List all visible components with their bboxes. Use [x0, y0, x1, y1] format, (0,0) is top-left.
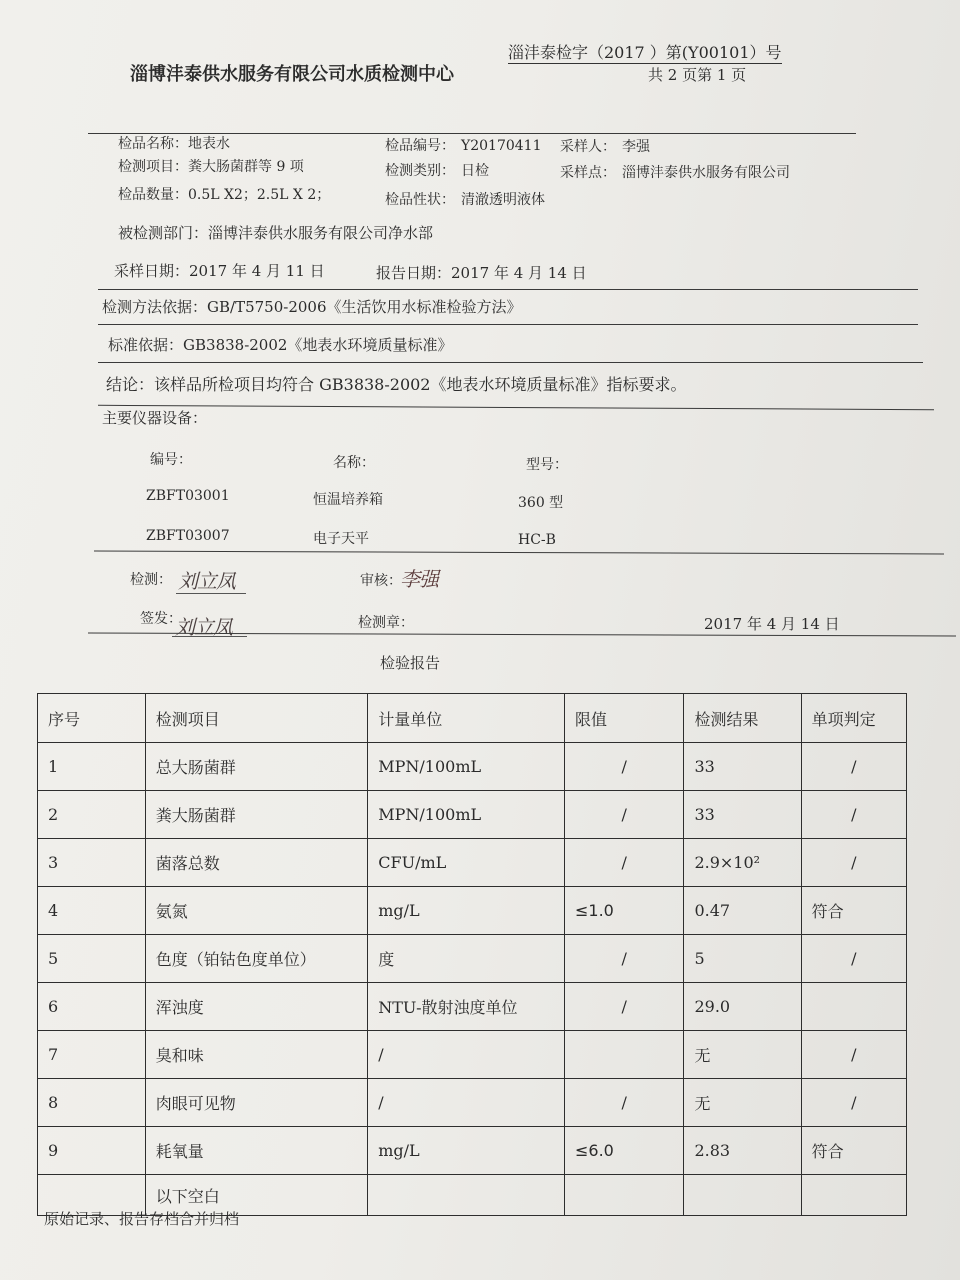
table-row — [38, 887, 907, 935]
row-result — [684, 1175, 801, 1216]
conclusion-value: 该样品所检项目均符合 GB3838-2002《地表水环境质量标准》指标要求。 — [154, 375, 687, 394]
reviewer-label: 审核： — [360, 573, 402, 589]
equipment-1-id: ZBFT03001 — [146, 488, 230, 504]
department-label: 被检测部门： — [118, 224, 209, 242]
conclusion-label: 结论： — [106, 375, 155, 394]
row-unit: CFU/mL — [368, 839, 565, 887]
tester-label: 检测： — [130, 572, 172, 588]
sample-property-label: 检品性状： — [385, 192, 455, 208]
row-seq: 1 — [38, 743, 146, 791]
sample-name-label: 检品名称： — [118, 136, 188, 152]
test-items-value: 粪大肠菌群等 9 项 — [188, 159, 304, 175]
sampling-date-field — [114, 260, 325, 281]
row-result: 0.47 — [684, 887, 801, 935]
table-row — [38, 983, 907, 1031]
sample-quantity-label: 检品数量： — [118, 187, 188, 203]
sample-property-value: 清澈透明液体 — [461, 192, 545, 208]
sample-property-field — [385, 189, 545, 209]
row-unit: mg/L — [368, 887, 565, 935]
row-seq: 7 — [38, 1031, 146, 1079]
row-seq: 2 — [38, 791, 146, 839]
archive-note: 原始记录、报告存档合并归档 — [44, 1210, 240, 1228]
table-row — [38, 791, 907, 839]
table-row — [38, 1031, 907, 1079]
issuer-signature: 刘立凤 — [175, 615, 232, 639]
row-judgment — [801, 1175, 906, 1216]
standard-basis-field — [108, 334, 452, 355]
table-row — [38, 743, 907, 791]
row-unit: / — [368, 1079, 565, 1127]
row-item: 粪大肠菌群 — [145, 791, 368, 839]
row-result: 33 — [684, 743, 801, 791]
row-result: 5 — [684, 935, 801, 983]
sampler-field — [560, 136, 650, 156]
row-limit: / — [565, 791, 684, 839]
sample-name-value: 地表水 — [188, 136, 230, 152]
row-unit: MPN/100mL — [368, 743, 565, 791]
sample-quantity-field — [118, 184, 330, 204]
test-method-label: 检测方法依据： — [102, 298, 208, 316]
header-judgment: 单项判定 — [801, 694, 906, 743]
header-limit: 限值 — [565, 694, 684, 743]
table-row — [38, 1079, 907, 1127]
equipment-heading: 主要仪器设备： — [102, 409, 208, 427]
sampling-date-value: 2017 年 4 月 11 日 — [189, 262, 325, 280]
row-judgment — [801, 983, 906, 1031]
test-method-value: GB/T5750-2006《生活饮用水标准检验方法》 — [207, 298, 522, 316]
sign-date: 2017 年 4 月 14 日 — [704, 615, 840, 633]
equipment-col-id: 编号： — [150, 452, 192, 468]
header-unit: 计量单位 — [368, 694, 565, 743]
row-limit: / — [565, 1079, 684, 1127]
seal-label: 检测章： — [358, 615, 414, 631]
row-result: 无 — [684, 1079, 801, 1127]
table-row — [38, 839, 907, 887]
test-items-label: 检测项目： — [118, 159, 188, 175]
row-item: 总大肠菌群 — [145, 743, 368, 791]
row-result: 2.83 — [684, 1127, 801, 1175]
sample-name-field — [118, 133, 230, 153]
row-seq: 8 — [38, 1079, 146, 1127]
equipment-1-name: 恒温培养箱 — [313, 492, 383, 508]
row-limit: ≤1.0 — [565, 887, 684, 935]
issuer-label: 签发： — [140, 611, 182, 627]
row-result: 2.9×10² — [684, 839, 801, 887]
report-title: 检验报告 — [380, 654, 441, 672]
equipment-2-name: 电子天平 — [313, 531, 369, 547]
header-item: 检测项目 — [145, 694, 368, 743]
equipment-col-model: 型号： — [526, 457, 568, 473]
tester-signature: 刘立凤 — [178, 569, 235, 593]
row-result: 33 — [684, 791, 801, 839]
test-type-label: 检测类别： — [385, 163, 455, 179]
equipment-1-model: 360 型 — [518, 495, 564, 511]
report-date-label: 报告日期： — [376, 264, 452, 282]
report-date-value: 2017 年 4 月 14 日 — [451, 264, 587, 282]
row-unit: 度 — [368, 935, 565, 983]
sample-id-value: Y20170411 — [461, 138, 542, 154]
sampling-site-label: 采样点： — [560, 165, 616, 181]
row-judgment: / — [801, 1031, 906, 1079]
test-method-field — [102, 296, 522, 317]
sample-id-label: 检品编号： — [385, 138, 455, 154]
sample-id-field — [385, 135, 542, 155]
row-item: 耗氧量 — [145, 1127, 368, 1175]
row-result: 无 — [684, 1031, 801, 1079]
standard-basis-value: GB3838-2002《地表水环境质量标准》 — [183, 336, 453, 354]
row-limit: / — [565, 983, 684, 1031]
doc-number — [508, 40, 782, 64]
inspection-table — [37, 693, 907, 1216]
sample-quantity-value: 0.5L X2；2.5L X 2； — [188, 187, 331, 203]
equipment-2-id: ZBFT03007 — [146, 528, 230, 544]
row-judgment: / — [801, 839, 906, 887]
equipment-col-name: 名称： — [333, 455, 375, 471]
row-seq: 9 — [38, 1127, 146, 1175]
row-limit: / — [565, 839, 684, 887]
row-judgment: 符合 — [801, 887, 906, 935]
row-limit: ≤6.0 — [565, 1127, 684, 1175]
standard-basis-label: 标准依据： — [108, 336, 184, 354]
department-field — [118, 222, 433, 243]
row-seq: 5 — [38, 935, 146, 983]
page-indicator: 共 2 页第 1 页 — [648, 66, 747, 84]
row-limit — [565, 1175, 684, 1216]
row-judgment: / — [801, 1079, 906, 1127]
row-seq: 4 — [38, 887, 146, 935]
blank-note: 以下空白 — [145, 1175, 368, 1216]
row-unit: MPN/100mL — [368, 791, 565, 839]
row-unit: NTU-散射浊度单位 — [368, 983, 565, 1031]
row-unit: / — [368, 1031, 565, 1079]
row-limit: / — [565, 935, 684, 983]
row-item: 色度（铂钴色度单位） — [145, 935, 368, 983]
test-type-value: 日检 — [461, 163, 489, 179]
sampling-site-field — [560, 162, 790, 182]
test-type-field — [385, 160, 489, 180]
reviewer-signature: 李强 — [400, 567, 438, 591]
header-seq: 序号 — [38, 694, 146, 743]
institution-title: 淄博沣泰供水服务有限公司水质检测中心 — [130, 64, 454, 85]
row-item: 菌落总数 — [145, 839, 368, 887]
row-item: 氨氮 — [145, 887, 368, 935]
test-items-field — [118, 156, 304, 176]
row-limit — [565, 1031, 684, 1079]
row-judgment: / — [801, 791, 906, 839]
table-row — [38, 935, 907, 983]
row-unit: mg/L — [368, 1127, 565, 1175]
row-judgment: / — [801, 935, 906, 983]
conclusion-field — [106, 372, 687, 395]
header-result: 检测结果 — [684, 694, 801, 743]
table-row — [38, 1127, 907, 1175]
report-date-field — [376, 262, 587, 283]
sampler-label: 采样人： — [560, 139, 616, 155]
department-value: 淄博沣泰供水服务有限公司净水部 — [208, 224, 434, 242]
sampling-date-label: 采样日期： — [114, 262, 190, 280]
doc-number-text: 淄沣泰检字（2017 ）第(Y00101）号 — [508, 43, 782, 62]
table-header — [38, 694, 907, 743]
row-judgment: 符合 — [801, 1127, 906, 1175]
equipment-2-model: HC-B — [518, 532, 556, 548]
row-item: 浑浊度 — [145, 983, 368, 1031]
row-unit — [368, 1175, 565, 1216]
row-seq: 6 — [38, 983, 146, 1031]
row-result: 29.0 — [684, 983, 801, 1031]
row-item: 肉眼可见物 — [145, 1079, 368, 1127]
sampling-site-value: 淄博沣泰供水服务有限公司 — [622, 165, 790, 181]
row-limit: / — [565, 743, 684, 791]
row-seq: 3 — [38, 839, 146, 887]
row-item: 臭和味 — [145, 1031, 368, 1079]
sampler-value: 李强 — [622, 139, 650, 155]
row-judgment: / — [801, 743, 906, 791]
